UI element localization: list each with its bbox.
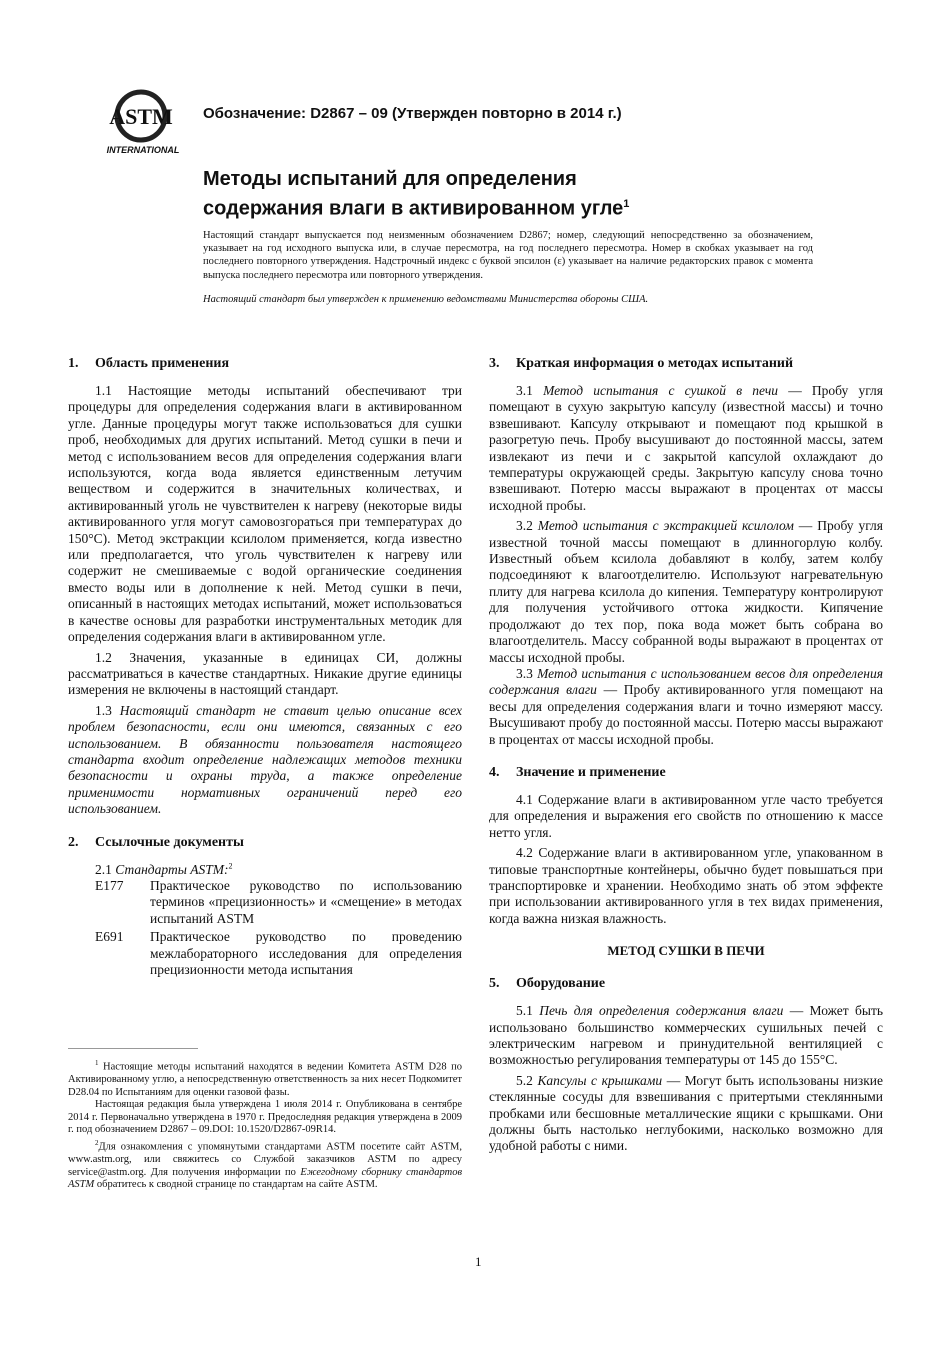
footnote-2-text-b: обратитесь к сводной странице по стандартам на сайте ASTM.	[96, 1179, 378, 1191]
paragraph-1-2: 1.2 Значения, указанные в единицах СИ, должны рассматриваться в качестве стандартных. Никакие другие единицы измерения не включены в настоящий стандарт.	[68, 649, 462, 698]
section-5-heading	[489, 975, 883, 993]
logo-text-bottom: INTERNATIONAL	[106, 145, 180, 155]
section-4-heading	[489, 764, 883, 782]
reference-e177-text: Практическое руководство по использованию терминов «прецизионность» и «смещение» в методах испытаний ASTM	[150, 877, 462, 926]
title-line-2-text: содержания влаги в активированном угле	[203, 197, 624, 220]
reference-e177	[68, 878, 462, 927]
logo-text-top: ASTM	[109, 104, 173, 129]
footnotes	[68, 1057, 462, 1192]
paragraph-5-1-number: 5.1	[516, 1003, 533, 1019]
section-2-title: Ссылочные документы	[95, 834, 244, 850]
right-column	[489, 355, 883, 1155]
reference-e177-code: E177	[95, 877, 124, 893]
paragraph-5-1-italic: Печь для определения содержания влаги	[539, 1003, 784, 1019]
footnote-2-text-a: Для ознакомления с упомянутыми стандартами ASTM посетите сайт ASTM, www.astm.org, или свяжитесь со Службой заказчиков ASTM по адресу service@astm.org. Для получения информации по	[68, 1141, 462, 1178]
paragraph-2-1-text: Стандарты ASTM:	[115, 861, 229, 877]
paragraph-3-2-text: — Пробу угля известной точной массы помещают в длинногорлую колбу. Известный объем ксилола добавляют в колбу, затем колбу подсоединяют к влагоотделителю. Используют нагревательную плиту для нагрева ксилола до кипения. Температуру контролируют для получения устойчивого оттока жидкости. Кипячение продолжают до тех пор, пока вода может быть собрана во влагоотделитель. Массу собранной воды выражают в процентах от массы исходной пробы.	[489, 518, 884, 665]
paragraph-5-2-number: 5.2	[516, 1072, 533, 1088]
paragraph-3-3-number: 3.3	[516, 665, 533, 681]
page-number: 1	[475, 1254, 482, 1269]
section-4-title: Значение и применение	[516, 764, 666, 780]
footnote-2	[68, 1137, 462, 1192]
reference-e691	[68, 929, 462, 978]
paragraph-3-1-number: 3.1	[516, 383, 533, 398]
section-1-number: 1.	[68, 356, 79, 371]
paragraph-3-3-text: — Пробу активированного угля помещают на весы для определения содержания влаги и точно измеряют массу. Высушивают пробу до постоянной массы. Потерю массы выражают в процентах от массы исходной пробы.	[489, 682, 884, 747]
paragraph-5-2-text: — Могут быть использованы низкие стеклянные сосуды для взвешивания с притертыми стеклянными пробками или бесшовные металлические ящики с крышками. Они должны быть настолько неглубокими, насколько возможно для удобной работы с ними.	[489, 1072, 884, 1154]
footnote-1-marker: 1	[95, 1059, 99, 1067]
footnote-1	[68, 1057, 462, 1099]
paragraph-2-1	[68, 862, 462, 878]
paragraph-3-3-italic: Метод испытания с использованием весов для определения содержания влаги	[489, 665, 884, 698]
document-title	[203, 167, 843, 222]
section-3-title: Краткая информация о методах испытаний	[516, 356, 794, 371]
paragraph-3-2-number: 3.2	[516, 518, 533, 534]
paragraph-3-2	[489, 518, 883, 666]
preamble: Настоящий стандарт выпускается под неизменным обозначением D2867; номер, следующий непосредственно за обозначением, указывает на год исходного выпуска или, в случае пересмотра, на год последнего пересмотра. Номер в скобках указывает на год последнего повторного утверждения. Надстрочный индекс с буквой эпсилон (ε) указывает на наличие редакторских правок с момента выпуска последнего пересмотра или повторного утверждения.	[203, 230, 813, 281]
paragraph-3-1-text: — Пробу угля помещают в сухую закрытую капсулу (известной массы) и точно взвешивают. Капсулу открывают и помещают под крышкой в разогретую печь. Пробу высушивают до постоянной массы, затем извлекают из печи и с закрытой капсулой охлаждают до температуры окружающей среды. Закрытую капсулу снова точно взвешивают. Потерю массы выражают в процентах от массы исходной пробы.	[489, 383, 883, 513]
reference-e691-code: E691	[95, 929, 124, 945]
section-2-number: 2.	[68, 834, 79, 850]
title-footnote-ref: 1	[623, 198, 630, 210]
paragraph-1-1: 1.1 Настоящие методы испытаний обеспечивают три процедуры для определения содержания влаги в активированном угле. Данные процедуры могут также использоваться для сушки проб, необходимых для других испытаний. Метод сушки в печи и метод с использованием весов для определения содержания влаги используются, когда вода является единственным летучим веществом и содержится в значительных количествах, и активированный уголь не чувствителен к нагреву (некоторые виды активированного угля могут самовозгораться при температурах до 150°C). Метод экстракции ксилолом применяется, когда известно или предполагается, что уголь чувствителен к нагреву или содержит не смешиваемые с водой органические соединения вместо воды или в дополнение к ней. Метод сушки в печи, описанный в настоящих методах испытаний, может использоваться в качестве основы для разработки инструментальных методик для определения содержания влаги в активированном угле.	[68, 383, 462, 645]
section-5-title: Оборудование	[516, 976, 606, 992]
section-4-number: 4.	[489, 764, 500, 780]
paragraph-4-2: 4.2 Содержание влаги в активированном угле, упакованном в типовые транспортные контейнеры, обычно будет повышаться при транспортировке и хранении. Необходимо знать об этом эффекте при использовании активированного угля в тех видах применения, когда важна низкая влажность.	[489, 845, 883, 926]
left-column	[68, 355, 462, 978]
astm-logo	[103, 86, 183, 158]
section-5-number: 5.	[489, 976, 500, 992]
title-line-1: Методы испытаний для определения	[203, 168, 577, 190]
section-1-heading	[68, 355, 462, 373]
paragraph-1-3-text: Настоящий стандарт не ставит целью описание всех проблем безопасности, если они имеются, связанных с его использованием. В обязанности пользователя настоящего стандарта входит определение надлежащих методов техники безопасности и охраны труда, а также определение применимости нормативных ограничений перед его использованием.	[68, 702, 463, 817]
paragraph-1-3-number: 1.3	[95, 702, 112, 718]
paragraph-5-2	[489, 1073, 883, 1155]
astm-logo-graphic	[103, 86, 183, 158]
paragraph-5-2-italic: Капсулы с крышками	[537, 1072, 663, 1088]
paragraph-5-1	[489, 1003, 883, 1069]
reference-e691-text: Практическое руководство по проведению межлабораторного исследования для определения прецизионности метода испытания	[150, 929, 462, 977]
approval-note: Настоящий стандарт был утвержден к применению ведомствами Министерства обороны США.	[203, 294, 649, 305]
title-line-2	[203, 192, 843, 222]
footnote-2-marker: 2	[95, 1139, 99, 1148]
paragraph-3-1-italic: Метод испытания с сушкой в печи	[543, 383, 779, 398]
footnote-divider	[68, 1048, 198, 1049]
footnote-2-text-italic: Ежегодному сборнику стандартов ASTM	[68, 1166, 462, 1191]
section-3-heading	[489, 355, 883, 373]
section-3-number: 3.	[489, 356, 500, 371]
footnote-1-continuation: Настоящая редакция была утверждена 1 июля 2014 г. Опубликована в сентябре 2014 г. Первоначально утверждена в 1970 г. Предоследняя редакция утверждена в 2009 г. под обозначением D2867 – 09.DOI: 10.1520/D2867-09R14.	[68, 1099, 462, 1136]
section-2-heading	[68, 834, 462, 852]
section-1-title: Область применения	[95, 356, 230, 371]
paragraph-2-1-footnote-ref: 2	[228, 861, 233, 871]
paragraph-1-3	[68, 703, 462, 818]
paragraph-4-1: 4.1 Содержание влаги в активированном угле часто требуется для определения и выражения его свойств по отношению к массе нетто угля.	[489, 791, 883, 840]
method-heading: МЕТОД СУШКИ В ПЕЧИ	[607, 943, 765, 959]
paragraph-3-3	[489, 666, 883, 748]
paragraph-3-2-italic: Метод испытания с экстракцией ксилолом	[537, 518, 794, 534]
designation: Обозначение: D2867 – 09 (Утвержден повторно в 2014 г.)	[203, 105, 622, 122]
paragraph-3-1	[489, 383, 883, 514]
paragraph-5-1-text: — Может быть использовано большинство коммерческих сушильных печей с электрическим нагревом и принудительной вентиляцией с возможностью регулирования температуры от 145 до 155°C.	[489, 1003, 883, 1068]
paragraph-2-1-number: 2.1	[95, 861, 112, 877]
footnote-1-text: Настоящие методы испытаний находятся в ведении Комитета ASTM D28 по Активированному углю, а непосредственную ответственность за них несет Подкомитет D28.04 по Испытаниям для оценки газовой фазы.	[68, 1061, 463, 1098]
